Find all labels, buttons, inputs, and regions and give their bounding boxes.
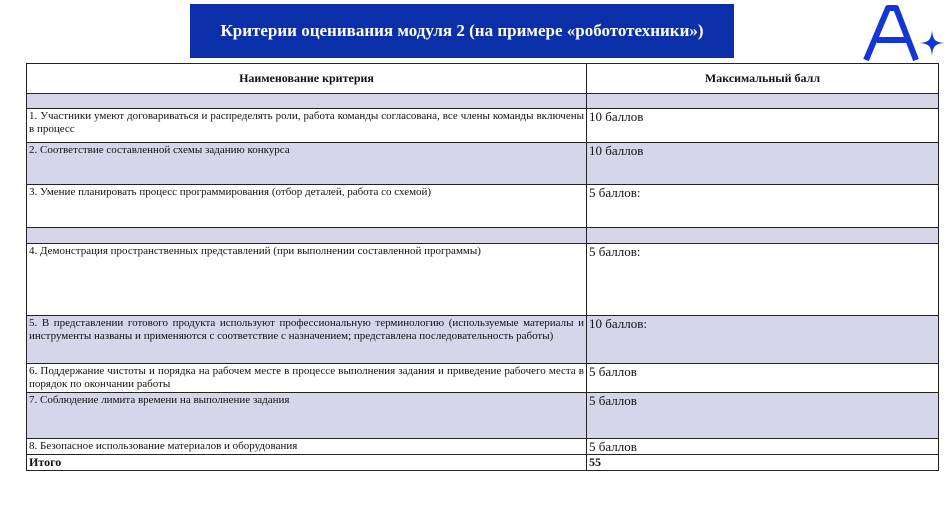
column-header-max-score: Максимальный балл bbox=[587, 64, 939, 94]
criterion-cell: 8. Безопасное использование материалов и оборудования bbox=[27, 439, 587, 455]
criterion-cell: 7. Соблюдение лимита времени на выполнение задания bbox=[27, 393, 587, 439]
criterion-cell: 2. Соответствие составленной схемы заданию конкурса bbox=[27, 143, 587, 185]
table-row bbox=[27, 109, 939, 143]
table-row bbox=[27, 364, 939, 393]
table-row bbox=[27, 393, 939, 439]
criterion-cell: 6. Поддержание чистоты и порядка на рабочем месте в процессе выполнения задания и приведение рабочего места в порядок по окончании работы bbox=[27, 364, 587, 393]
score-cell: 10 баллов: bbox=[587, 316, 939, 364]
score-cell: 5 баллов: bbox=[587, 185, 939, 228]
criterion-cell: 4. Демонстрация пространственных представлений (при выполнении составленной программы) bbox=[27, 244, 587, 316]
table-row bbox=[27, 143, 939, 185]
a-plus-logo-icon bbox=[858, 2, 946, 64]
total-label: Итого bbox=[27, 455, 587, 471]
slide-title: Критерии оценивания модуля 2 (на примере «робототехники») bbox=[190, 4, 734, 58]
table-row bbox=[27, 316, 939, 364]
column-header-criterion: Наименование критерия bbox=[27, 64, 587, 94]
score-cell: 5 баллов bbox=[587, 439, 939, 455]
criterion-cell bbox=[27, 94, 587, 109]
score-cell: 5 баллов bbox=[587, 364, 939, 393]
criterion-cell: 3. Умение планировать процесс программирования (отбор деталей, работа со схемой) bbox=[27, 185, 587, 228]
score-cell bbox=[587, 228, 939, 244]
criterion-cell: 5. В представлении готового продукта используют профессиональную терминологию (используемые материалы и инструменты названы и применяются с соответствие с назначением; представлена последовательность работы) bbox=[27, 316, 587, 364]
score-cell: 10 баллов bbox=[587, 143, 939, 185]
table-row bbox=[27, 439, 939, 455]
score-cell: 10 баллов bbox=[587, 109, 939, 143]
criteria-table bbox=[26, 63, 939, 471]
table-row bbox=[27, 244, 939, 316]
table-row bbox=[27, 228, 939, 244]
score-cell bbox=[587, 94, 939, 109]
criterion-cell bbox=[27, 228, 587, 244]
score-cell: 5 баллов bbox=[587, 393, 939, 439]
criterion-cell: 1. Участники умеют договариваться и распределять роли, работа команды согласована, все члены команды включены в процесс bbox=[27, 109, 587, 143]
table-row bbox=[27, 94, 939, 109]
total-row bbox=[27, 455, 939, 471]
table-row bbox=[27, 185, 939, 228]
score-cell: 5 баллов: bbox=[587, 244, 939, 316]
table-header-row bbox=[27, 64, 939, 94]
total-value: 55 bbox=[587, 455, 939, 471]
